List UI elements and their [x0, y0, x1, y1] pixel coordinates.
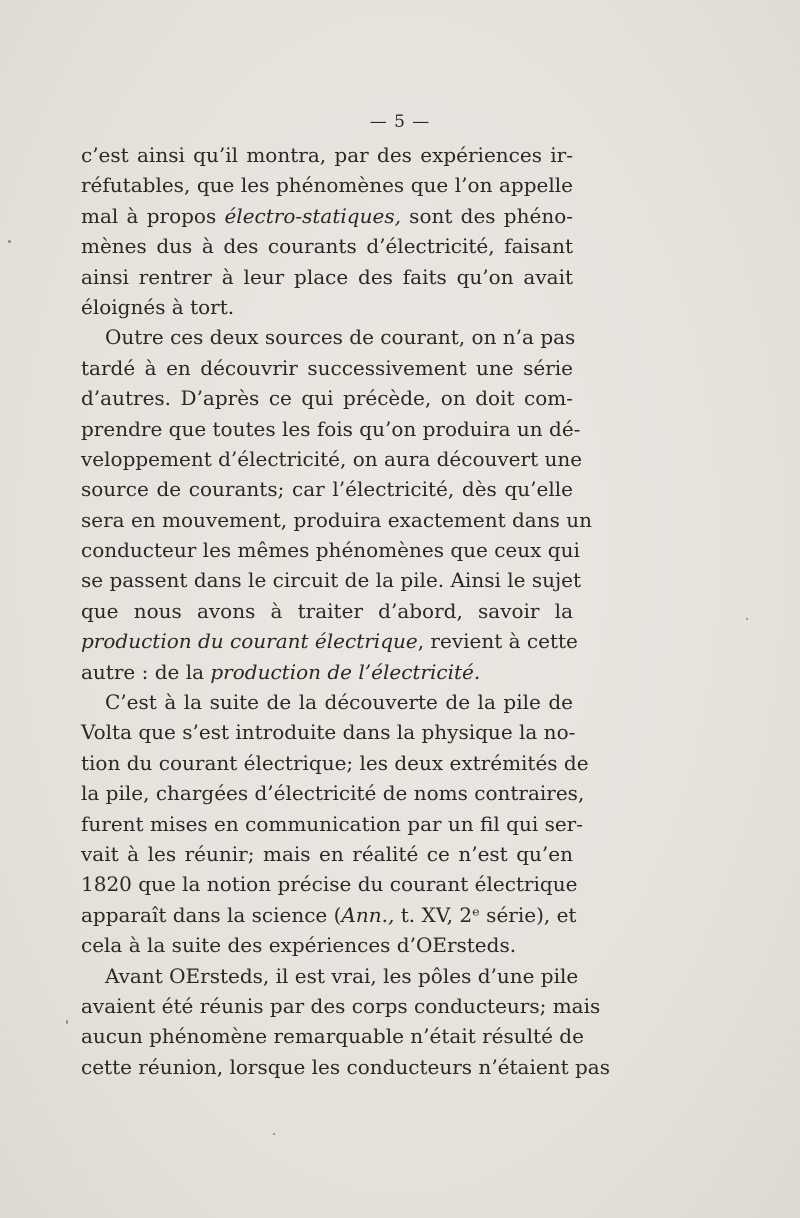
text-line — [81, 1052, 610, 1082]
text-line — [81, 535, 580, 565]
text-segment: apparaît dans la science ( — [81, 902, 342, 927]
text-line — [81, 262, 573, 292]
paper-speck — [746, 618, 748, 620]
text-line — [81, 869, 578, 899]
text-line — [81, 657, 573, 687]
text-segment: C’est à la suite de la découverte de la pile de — [105, 690, 573, 715]
text-line — [81, 383, 573, 413]
text-segment: c’est ainsi qu’il montra, par des expériences ir- — [81, 143, 573, 167]
text-segment: d’autres. D’après ce qui précède, on doit com- — [81, 386, 573, 411]
text-segment: éloignés à tort. — [81, 294, 235, 319]
italic-text: production de l’électricité. — [210, 659, 481, 684]
text-segment: conducteur les mêmes phénomènes que ceux qui — [81, 538, 580, 563]
text-line — [81, 1021, 584, 1051]
italic-text: production du courant électrique — [81, 629, 418, 654]
text-line — [81, 596, 573, 626]
text-line — [81, 292, 573, 322]
text-segment: prendre que toutes les fois qu’on produira un dé- — [81, 416, 581, 441]
text-line — [81, 565, 582, 595]
text-segment: t. XV, 2ᵉ série), et — [394, 902, 577, 927]
italic-text: électro-statiques, — [224, 203, 401, 228]
paper-speck — [273, 1133, 275, 1135]
text-line — [81, 717, 576, 747]
text-segment: tion du courant électrique; les deux extrémités de — [81, 750, 589, 775]
text-segment: source de courants; car l’électricité, dès qu’elle — [81, 477, 573, 502]
text-line — [81, 778, 585, 808]
text-segment: Volta que s’est introduite dans la physique la no- — [81, 720, 576, 745]
text-segment: cela à la suite des expériences d’OErsteds. — [81, 933, 517, 958]
text-line — [81, 353, 573, 383]
text-segment: ainsi rentrer à leur place des faits qu’on avait — [81, 264, 573, 289]
text-line — [81, 505, 592, 535]
text-segment: réfutables, que les phénomènes que l’on appelle — [81, 173, 573, 198]
text-line — [81, 231, 573, 261]
text-segment: la pile, chargées d’électricité de noms contraires, — [81, 781, 585, 806]
text-segment: , revient à cette — [417, 629, 578, 654]
text-segment: se passent dans le circuit de la pile. Ainsi le sujet — [81, 568, 582, 593]
text-segment: aucun phénomène remarquable n’était résulté de — [81, 1024, 584, 1049]
text-segment: sera en mouvement, produira exactement dans un — [81, 507, 592, 532]
text-segment: sont des phéno- — [400, 203, 573, 228]
text-line — [81, 961, 579, 991]
text-segment: autre : de la — [81, 659, 211, 684]
text-line — [81, 809, 583, 839]
page-number: — 5 — — [369, 112, 431, 132]
paper-speck — [8, 240, 11, 243]
text-line — [81, 930, 573, 960]
text-line — [81, 687, 573, 717]
text-segment: furent mises en communication par un fil qui ser- — [81, 811, 583, 836]
text-segment: Outre ces deux sources de courant, on n’a pas — [105, 325, 576, 350]
text-line — [81, 444, 583, 474]
text-segment: vait à les réunir; mais en réalité ce n’est qu’en — [81, 841, 573, 866]
text-line — [81, 474, 573, 504]
text-segment: Avant OErsteds, il est vrai, les pôles d’une pile — [105, 963, 579, 988]
text-segment: tardé à en découvrir successivement une série — [81, 355, 573, 380]
text-line — [81, 748, 589, 778]
text-line — [81, 170, 573, 200]
text-segment: mal à propos — [81, 203, 225, 228]
text-line — [81, 414, 581, 444]
text-line — [81, 140, 573, 170]
text-segment: que nous avons à traiter d’abord, savoir la — [81, 598, 573, 623]
text-segment: mènes dus à des courants d’électricité, faisant — [81, 234, 573, 259]
text-segment: veloppement d’électricité, on aura découvert une — [81, 446, 583, 471]
text-line — [81, 991, 601, 1021]
text-line — [81, 839, 573, 869]
text-line — [81, 900, 577, 930]
paper-speck — [66, 1020, 68, 1024]
text-segment: cette réunion, lorsque les conducteurs n’étaient pas — [81, 1054, 610, 1079]
text-segment: 1820 que la notion précise du courant électrique — [81, 872, 578, 897]
text-line — [81, 322, 576, 352]
italic-text: Ann., — [341, 902, 395, 927]
text-segment: avaient été réunis par des corps conducteurs; mais — [81, 993, 601, 1018]
text-line — [81, 626, 578, 656]
body-text — [81, 140, 610, 1082]
text-line — [81, 201, 573, 231]
